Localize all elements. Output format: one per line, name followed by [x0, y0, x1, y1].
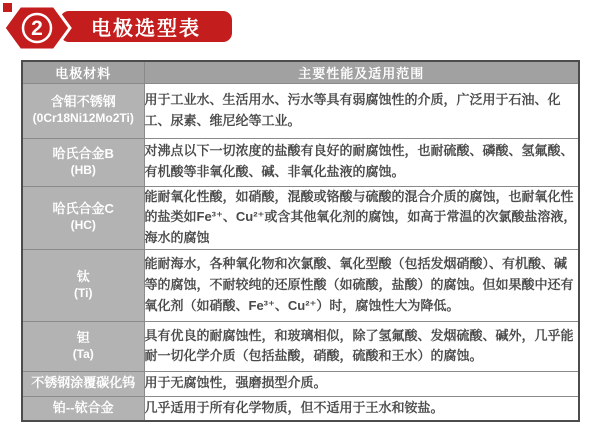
header-material: 电极材料 [22, 61, 144, 83]
description-cell: 具有优良的耐腐蚀性，和玻璃相似，除了氢氟酸、发烟硫酸、碱外，几乎能耐一切化学介质（包括盐酸，硝酸，硫酸和王水）的腐蚀。 [144, 321, 579, 371]
material-name: 钛 [76, 269, 90, 285]
badge-hexagon-icon [1, 3, 73, 53]
description-cell: 能耐氧化性酸，如硝酸，混酸或铬酸与硫酸的混合介质的腐蚀，也耐氧化性的盐类如Fe³⁺、Cu²⁺或含其他氧化剂的腐蚀，如高于常温的次氯酸盐溶液，海水的腐蚀 [144, 186, 579, 249]
material-cell [22, 138, 144, 186]
table-row [22, 321, 579, 371]
table-row [22, 83, 579, 138]
page-title-label: 电极选型表 [91, 18, 201, 40]
header-performance: 主要性能及适用范围 [144, 61, 579, 83]
table-header-row [22, 61, 579, 83]
description-cell: 用于工业水、生活用水、污水等具有弱腐蚀性的介质，广泛用于石油、化工、尿素、维尼纶等工业。 [144, 83, 579, 138]
description-cell: 能耐海水，各种氧化物和次氯酸、氧化型酸（包括发烟硝酸）、有机酸、碱等的腐蚀，不耐较纯的还原性酸（如硫酸，盐酸）的腐蚀。但如果酸中还有氧化剂（如硝酸、Fe³⁺、Cu²⁺）时，腐蚀性大为降低。 [144, 249, 579, 321]
material-cell [22, 371, 144, 396]
table-row [22, 249, 579, 321]
material-cell [22, 249, 144, 321]
material-grade: (HC) [70, 218, 96, 233]
description-cell: 用于无腐蚀性，强磨损型介质。 [144, 371, 579, 396]
page-title [60, 11, 232, 42]
material-name: 哈氏合金C [52, 201, 114, 217]
material-cell [22, 321, 144, 371]
description-cell: 几乎适用于所有化学物质，但不适用于王水和铵盐。 [144, 396, 579, 421]
material-grade: (0Cr18Ni12Mo2Ti) [32, 111, 134, 126]
material-cell [22, 396, 144, 421]
material-name: 不锈钢涂覆碳化钨 [31, 375, 136, 391]
material-cell [22, 83, 144, 138]
material-grade: (HB) [70, 162, 96, 177]
material-name: 哈氏合金B [52, 145, 114, 161]
material-cell [22, 186, 144, 249]
material-name: 含钼不锈钢 [50, 94, 116, 110]
material-name: 钽 [76, 330, 90, 346]
electrode-selection-table [21, 60, 580, 422]
table-row [22, 396, 579, 421]
table-row [22, 138, 579, 186]
badge-number: 2 [31, 17, 43, 40]
material-name: 铂--铱合金 [52, 400, 114, 416]
material-grade: (Ta) [72, 347, 94, 362]
description-cell: 对沸点以下一切浓度的盐酸有良好的耐腐蚀性，也耐硫酸、磷酸、氢氟酸、有机酸等非氧化酸、碱、非氧化盐液的腐蚀。 [144, 138, 579, 186]
table-row [22, 371, 579, 396]
table-row [22, 186, 579, 249]
material-grade: (Ti) [74, 286, 93, 301]
